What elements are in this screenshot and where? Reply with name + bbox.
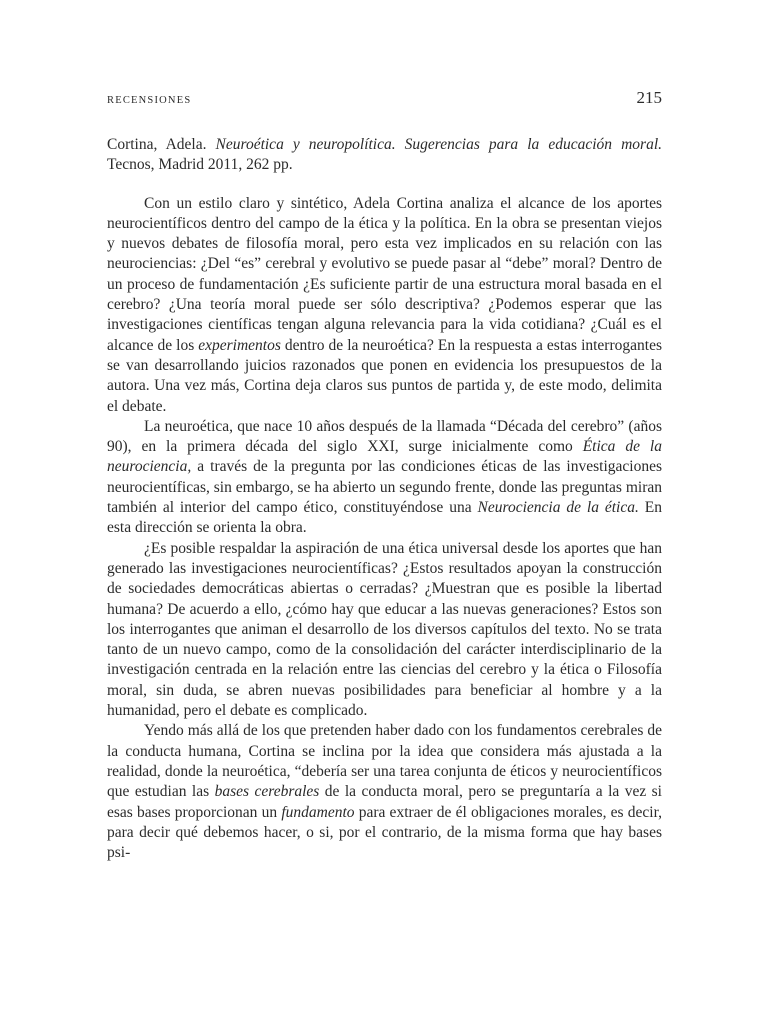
paragraph-2 <box>107 417 662 539</box>
citation-author: Cortina, Adela. <box>107 136 216 153</box>
paragraph-2-text-end: En esta dirección se orienta la obra. <box>107 499 662 537</box>
page-header <box>107 88 662 108</box>
running-head: RECENSIONES <box>107 95 192 106</box>
paragraph-2-italic-2: Neurociencia de la ética. <box>477 499 639 517</box>
book-citation <box>107 135 662 176</box>
paragraph-3-text: ¿Es posible respaldar la aspiración de una ética universal desde los aportes que han generado las investigaciones neurocientíficas? ¿Estos resultados apoyan la construcción de sociedades democráticas abiertas o cerradas? ¿Muestran que es posible la libertad humana? De acuerdo a ello, ¿cómo hay que educar a las nuevas generaciones? Estos son los interrogantes que animan el desarrollo de los diversos capítulos del texto. No se trata tanto de un nuevo campo, como de la consolidación del carácter interdisciplinario de la investigación centrada en la relación entre las ciencias del cerebro y la ética o Filosofía moral, sin duda, se abren nuevas posibilidades para beneficiar al hombre y a la humanidad, pero el debate es complicado. <box>107 539 662 720</box>
paragraph-2-italic-1: Ética de la neurociencia, <box>107 438 662 476</box>
paragraph-4-text-mid: de la conducta moral, pero se preguntaría a la vez si esas bases proporcionan un <box>107 783 662 821</box>
paragraph-2-text-mid: a través de la pregunta por las condiciones éticas de las investigaciones neurocientíficas, sin embargo, se ha abierto un segundo frente, donde las preguntas miran también al interior del campo ético, constituyéndose una <box>107 458 662 517</box>
paragraph-4 <box>107 721 662 863</box>
paragraph-1-italic: experimentos <box>198 336 281 354</box>
page-number: 215 <box>636 88 662 107</box>
paragraph-2-text: La neuroética, que nace 10 años después de la llamada “Década del cerebro” (años 90), en la primera década del siglo XXI, surge inicialmente como <box>107 417 662 456</box>
citation-publisher: Tecnos, Madrid 2011, 262 pp. <box>107 156 293 174</box>
citation-title: Neuroética y neuropolítica. Sugerencias para la educación moral. <box>215 136 662 153</box>
paragraph-1-text-end: dentro de la neuroética? En la respuesta a estas interrogantes se van desarrollando juicios razonados que ponen en evidencia los presupuestos de la autora. Una vez más, Cortina deja claros sus puntos de partida y, de este modo, delimita el debate. <box>107 336 662 415</box>
paragraph-3 <box>107 539 662 722</box>
paragraph-4-text: Yendo más allá de los que pretenden haber dado con los fundamentos cerebrales de la conducta humana, Cortina se inclina por la idea que considera más ajustada a la realidad, donde la neuroética, “debería ser una tarea conjunta de éticos y neurocientíficos que estudian las <box>107 722 662 801</box>
paragraph-4-italic-1: bases cerebrales <box>214 783 320 801</box>
body-text <box>107 135 662 863</box>
paragraph-4-italic-2: fundamento <box>281 803 355 821</box>
paragraph-4-text-end: para extraer de él obligaciones morales, es decir, para decir qué debemos hacer, o si, por el contrario, de la misma forma que hay bases psi- <box>107 803 662 862</box>
paragraph-1 <box>107 194 662 417</box>
paragraph-1-text: Con un estilo claro y sintético, Adela Cortina analiza el alcance de los aportes neurocientíficos dentro del campo de la ética y la política. En la obra se presentan viejos y nuevos debates de filosofía moral, pero esta vez implicados en su relación con las neurociencias: ¿Del “es” cerebral y evolutivo se puede pasar al “debe” moral? Dentro de un proceso de fundamentación ¿Es suficiente partir de una estructura moral basada en el cerebro? ¿Una teoría moral puede ser sólo descriptiva? ¿Podemos esperar que las investigaciones científicas tengan alguna relevancia para la vida cotidiana? ¿Cuál es el alcance de los <box>107 194 662 354</box>
